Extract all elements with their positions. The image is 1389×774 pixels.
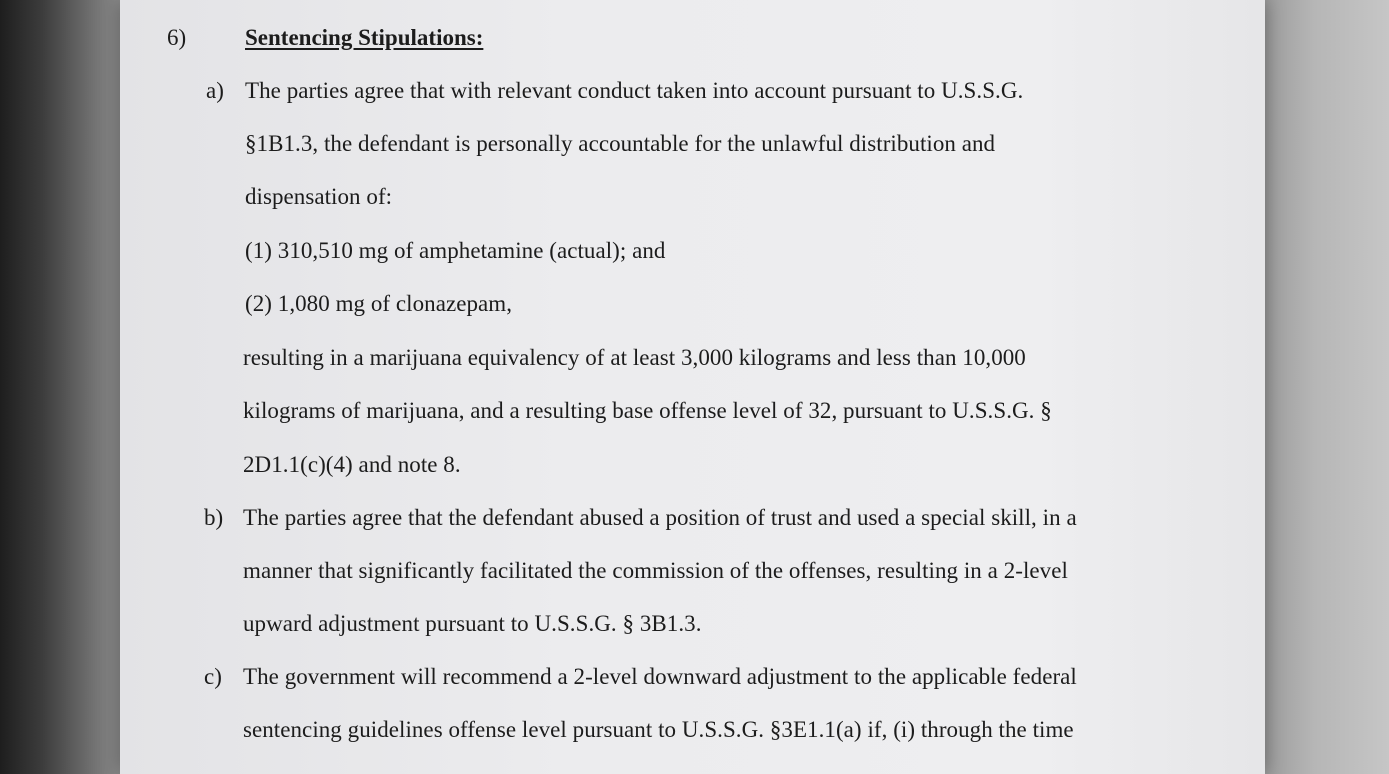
item-c-line: The government will recommend a 2-level downward adjustment to the applicable federal: [243, 664, 1077, 689]
item-b-line: manner that significantly facilitated the commission of the offenses, resulting in a 2-level: [243, 558, 1068, 583]
item-a-line: 2D1.1(c)(4) and note 8.: [243, 452, 461, 477]
item-a-line: §1B1.3, the defendant is personally accountable for the unlawful distribution and: [245, 131, 996, 156]
item-a-line: (1) 310,510 mg of amphetamine (actual); and: [245, 238, 666, 263]
section-number: 6): [167, 25, 187, 50]
section-heading: Sentencing Stipulations:: [245, 25, 484, 50]
item-a-line: resulting in a marijuana equivalency of at least 3,000 kilograms and less than 10,000: [243, 345, 1026, 370]
item-b-marker: b): [204, 505, 224, 530]
item-a-line: The parties agree that with relevant conduct taken into account pursuant to U.S.S.G.: [245, 78, 1024, 103]
background-right: [1265, 0, 1389, 774]
item-a-line: (2) 1,080 mg of clonazepam,: [245, 291, 513, 316]
item-b-line: upward adjustment pursuant to U.S.S.G. § 3B1.3.: [243, 611, 702, 636]
item-a-line: kilograms of marijuana, and a resulting base offense level of 32, pursuant to U.S.S.G. §: [243, 398, 1052, 423]
item-a-line: dispensation of:: [245, 184, 393, 209]
background-left-shadow: [0, 0, 120, 774]
item-c-line: sentencing guidelines offense level pursuant to U.S.S.G. §3E1.1(a) if, (i) through the time: [243, 717, 1074, 742]
item-a-marker: a): [206, 78, 224, 103]
document-page: [120, 0, 1265, 774]
item-c-marker: c): [204, 664, 222, 689]
item-b-line: The parties agree that the defendant abused a position of trust and used a special skill, in a: [243, 505, 1077, 530]
